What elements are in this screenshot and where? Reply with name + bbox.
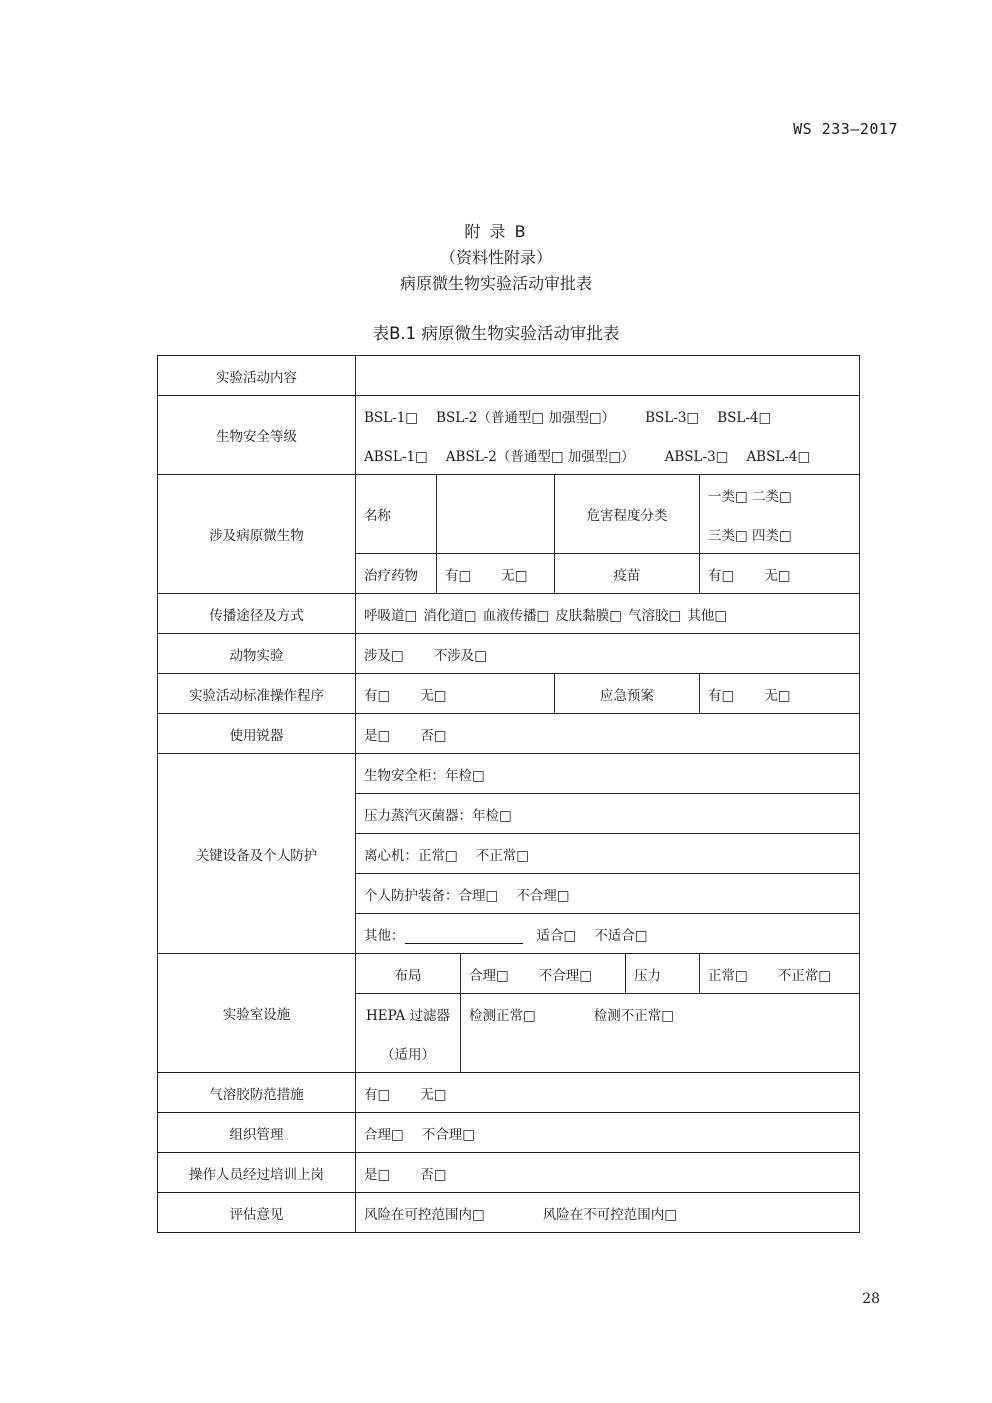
risk-controllable-checkbox[interactable]: 风险在可控范围内□ [364,1206,485,1223]
autoclave-checkbox[interactable]: 压力蒸汽灭菌器：年检□ [356,794,860,834]
sharps-yes-checkbox[interactable]: 是□ [364,727,391,744]
activity-content-field[interactable] [356,356,860,396]
pressure-options [700,954,860,994]
drug-no-checkbox[interactable]: 无□ [501,567,528,584]
row-assessment [158,1193,860,1233]
biosafety-bsl-options [356,396,860,436]
absl2-checkbox[interactable]: ABSL-2（普通型□ 加强型□） [445,448,635,465]
hepa-bad-checkbox[interactable]: 检测不正常□ [593,1007,675,1024]
aerosol-yes-checkbox[interactable]: 有□ [364,1086,391,1103]
other-unsuitable-checkbox[interactable]: 不适合□ [594,927,648,944]
row-training [158,1153,860,1193]
blood-checkbox[interactable]: 血液传播□ [482,607,550,624]
hepa-options-blank [461,1033,860,1073]
emergency-plan-label: 应急预案 [555,674,700,714]
row-activity-content [158,356,860,396]
other-suitable-checkbox[interactable]: 适合□ [536,927,577,944]
sop-no-checkbox[interactable]: 无□ [420,687,447,704]
ppe-ok-checkbox[interactable]: 个人防护装备：合理□ [364,887,499,904]
transmission-options [356,594,860,634]
row-equipment-bsc [158,754,860,794]
page-number: 28 [862,1291,880,1307]
animal-label: 动物实验 [158,634,356,674]
row-transmission [158,594,860,634]
bsl3-checkbox[interactable]: BSL-3□ [645,409,700,426]
approval-form-table [157,355,860,1233]
training-label: 操作人员经过培训上岗 [158,1153,356,1193]
training-options [356,1153,860,1193]
training-yes-checkbox[interactable]: 是□ [364,1166,391,1183]
row-biosafety-level-1 [158,396,860,436]
row-facility-layout [158,954,860,994]
emergency-plan-options [700,674,860,714]
bsl4-checkbox[interactable]: BSL-4□ [717,409,772,426]
aerosol-no-checkbox[interactable]: 无□ [420,1086,447,1103]
animal-no-checkbox[interactable]: 不涉及□ [433,647,488,664]
table-caption: 表B.1 病原微生物实验活动审批表 [372,324,620,343]
standard-code: WS 233—2017 [793,120,898,138]
emergency-yes-checkbox[interactable]: 有□ [708,687,735,704]
absl4-checkbox[interactable]: ABSL-4□ [746,448,811,465]
centrifuge-abnormal-checkbox[interactable]: 不正常□ [475,847,530,864]
sharps-label: 使用锐器 [158,714,356,754]
centrifuge-options [356,834,860,874]
row-sop [158,674,860,714]
pathogen-name-label: 名称 [356,475,437,554]
drug-label: 治疗药物 [356,554,437,594]
pressure-bad-checkbox[interactable]: 不正常□ [777,967,832,984]
drug-options [437,554,555,594]
row-animal [158,634,860,674]
skin-mucosa-checkbox[interactable]: 皮肤黏膜□ [555,607,623,624]
hazard-class-options-1[interactable]: 一类□ 二类□ [700,475,860,515]
ppe-options [356,874,860,914]
equipment-label: 关键设备及个人防护 [158,754,356,954]
centrifuge-normal-checkbox[interactable]: 离心机：正常□ [364,847,458,864]
row-aerosol [158,1073,860,1113]
hepa-applicable-note: （适用） [356,1033,461,1073]
appendix-label: 附 录 B [464,222,528,241]
other-route-checkbox[interactable]: 其他□ [687,607,728,624]
bsl2-checkbox[interactable]: BSL-2（普通型□ 加强型□） [436,409,616,426]
drug-yes-checkbox[interactable]: 有□ [445,567,472,584]
sop-yes-checkbox[interactable]: 有□ [364,687,391,704]
layout-options [461,954,626,994]
organization-ok-checkbox[interactable]: 合理□ [364,1126,404,1143]
other-equipment-input[interactable] [405,929,523,944]
hazard-class-options-2[interactable]: 三类□ 四类□ [700,514,860,554]
organization-bad-checkbox[interactable]: 不合理□ [421,1126,476,1143]
pathogen-name-field[interactable] [437,475,555,554]
respiratory-checkbox[interactable]: 呼吸道□ [364,607,418,624]
assessment-label: 评估意见 [158,1193,356,1233]
absl3-checkbox[interactable]: ABSL-3□ [664,448,729,465]
biosafety-absl-options [356,435,860,475]
row-sharps [158,714,860,754]
pressure-ok-checkbox[interactable]: 正常□ [708,967,748,984]
biosafety-level-label: 生物安全等级 [158,396,356,475]
animal-yes-checkbox[interactable]: 涉及□ [364,647,404,664]
pathogen-label: 涉及病原微生物 [158,475,356,594]
emergency-no-checkbox[interactable]: 无□ [764,687,791,704]
digestive-checkbox[interactable]: 消化道□ [423,607,477,624]
row-pathogen-1 [158,475,860,515]
absl1-checkbox[interactable]: ABSL-1□ [364,448,428,465]
hepa-ok-checkbox[interactable]: 检测正常□ [469,1007,536,1024]
transmission-label: 传播途径及方式 [158,594,356,634]
vaccine-label: 疫苗 [555,554,700,594]
ppe-bad-checkbox[interactable]: 不合理□ [516,887,570,904]
facility-label: 实验室设施 [158,954,356,1073]
layout-ok-checkbox[interactable]: 合理□ [469,967,509,984]
other-equipment-options [356,914,860,954]
bsc-checkbox[interactable]: 生物安全柜：年检□ [356,754,860,794]
risk-uncontrollable-checkbox[interactable]: 风险在不可控范围内□ [542,1206,678,1223]
layout-bad-checkbox[interactable]: 不合理□ [538,967,593,984]
animal-options [356,634,860,674]
activity-content-label: 实验活动内容 [158,356,356,396]
aerosol-label: 气溶胶防范措施 [158,1073,356,1113]
appendix-type: （资料性附录） [439,248,552,267]
sop-options [356,674,555,714]
bsl1-checkbox[interactable]: BSL-1□ [364,409,419,426]
organization-options [356,1113,860,1153]
vaccine-yes-checkbox[interactable]: 有□ [708,567,735,584]
aerosol-route-checkbox[interactable]: 气溶胶□ [628,607,682,624]
training-no-checkbox[interactable]: 否□ [420,1166,447,1183]
vaccine-options [700,554,860,594]
sharps-options [356,714,860,754]
other-equipment-label: 其他： [364,927,405,944]
hepa-label: HEPA 过滤器 [356,994,461,1034]
appendix-title: 病原微生物实验活动审批表 [399,274,592,293]
hepa-options [461,994,860,1034]
vaccine-no-checkbox[interactable]: 无□ [764,567,791,584]
assessment-options [356,1193,860,1233]
organization-label: 组织管理 [158,1113,356,1153]
row-organization [158,1113,860,1153]
hazard-class-label: 危害程度分类 [555,475,700,554]
pressure-label: 压力 [626,954,700,994]
sharps-no-checkbox[interactable]: 否□ [420,727,447,744]
sop-label: 实验活动标准操作程序 [158,674,356,714]
aerosol-options [356,1073,860,1113]
layout-label: 布局 [356,954,461,994]
